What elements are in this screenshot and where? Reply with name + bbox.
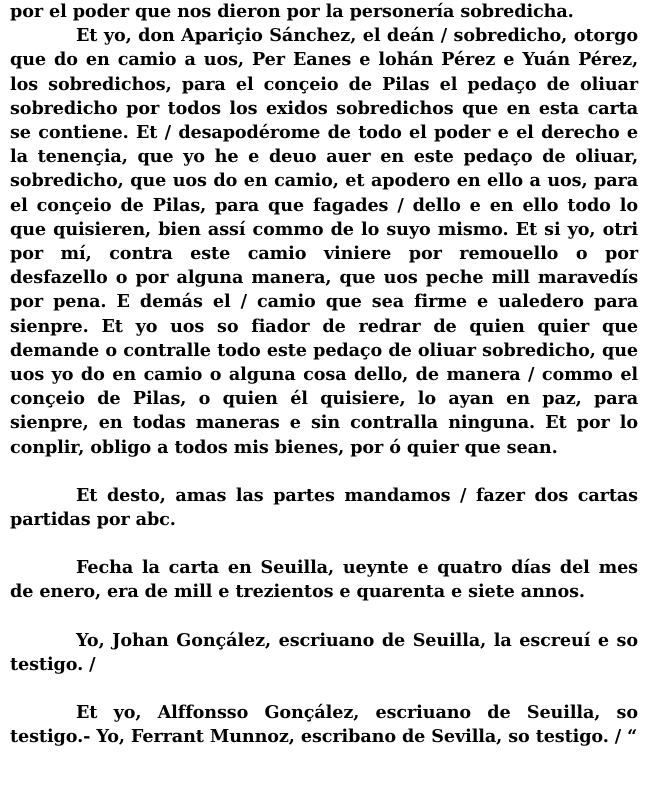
paragraph-continuation: por el poder que nos dieron por la personería sobredicha. [10,1,574,22]
paragraph-scribe-signature: Yo, Johan Gonçález, escriuano de Seuilla, la escreuí e so testigo. / [10,629,638,675]
paragraph-witnesses: Et yo, Alffonsso Gonçález, escriuano de Seuilla, so testigo.- Yo, Ferrant Munnoz, escribano de Sevilla, so testigo. / “ [10,702,638,748]
paragraph-exchange-terms: Et yo, don Apariçio Sánchez, el deán / sobredicho, otorgo que do en camio a uos, Per Eanes e lohán Pérez e Yuán Pérez, los sobredichos, para el conçeio de Pilas el pedaço de oliuar sobredicho por todos los exidos sobredichos que en esta carta se contiene. Et / desapodérome de todo el poder e el derecho e la tenençia, que yo he e deuo auer en este pedaço de oliuar, sobredicho, que uos do en camio, et apodero en ello a uos, para el conçeio de Pilas, para que fagades / dello e en ello todo lo que quisieren, bien assí commo de lo suyo mismo. Et si yo, otri por mí, contra este camio viniere por remouello o por desfazello o por alguna manera, que uos peche mill maravedís por pena. E demás el / camio que sea firme e ualedero para sienpre. Et yo uos so fiador de redrar de quien quier que demande o contralle todo este pedaço de oliuar sobredicho, que uos yo do en camio o alguna cosa dello, de manera / commo el conçeio de Pilas, o quien él quisiere, lo ayan en paz, para sienpre, en todas maneras e sin contralla ninguna. Et por lo conplir, obligo a todos mis bienes, por ó quier que sean. [10,25,638,458]
paragraph-date: Fecha la carta en Seuilla, ueynte e quatro días del mes de enero, era de mill e trezientos e quarenta e siete annos. [10,557,638,603]
document-page [10,0,638,749]
paragraph-parties-order: Et desto, amas las partes mandamos / fazer dos cartas partidas por abc. [10,484,638,531]
